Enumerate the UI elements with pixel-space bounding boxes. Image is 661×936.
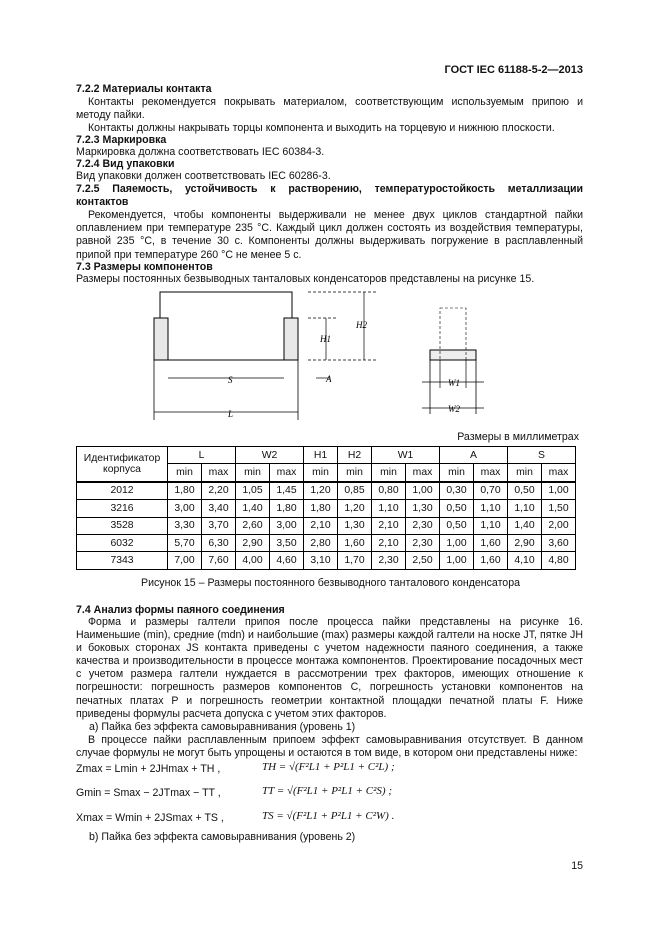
table-cell: 1,45	[270, 482, 304, 500]
section-7-3-paragraph: Размеры постоянных безвыводных танталовых конденсаторов представлены на рисунке 15.	[76, 273, 535, 285]
table-row	[77, 482, 576, 500]
section-7-2-2-title: 7.2.2 Материалы контакта	[76, 83, 212, 95]
table-group-header: H1	[304, 447, 338, 464]
section-7-3-title: 7.3 Размеры компонентов	[76, 261, 213, 273]
table-subheader: min	[168, 464, 202, 482]
section-7-2-4-paragraph: Вид упаковки должен соответствовать IEC 60286-3.	[76, 170, 331, 182]
table-cell: 2,50	[406, 552, 440, 569]
table-group-header: H2	[338, 447, 372, 464]
table-subheader: min	[338, 464, 372, 482]
table-subheader: max	[270, 464, 304, 482]
section-7-4-paragraph-line: качества и производительности в процессе монтажа компонентов. Проектирование посадочных мест	[76, 655, 583, 668]
table-cell: 6,30	[202, 534, 236, 551]
table-cell: 1,80	[304, 500, 338, 517]
table-cell: 1,70	[338, 552, 372, 569]
table-cell: 1,05	[236, 482, 270, 500]
table-id-header: Идентификатор корпуса	[77, 447, 168, 482]
section-7-4-paragraph-line: печатных платах P и погрешность геометрии контактной площадки печатной платы F. Ниже	[76, 694, 583, 707]
section-7-4-paragraph-line: Форма и размеры галтели припоя после процесса пайки представлены на рисунке 16.	[88, 616, 583, 628]
table-cell: 2,30	[406, 517, 440, 534]
table-cell: 1,40	[508, 517, 542, 534]
table-id-cell: 6032	[77, 534, 168, 551]
table-cell: 1,80	[168, 482, 202, 500]
table-cell: 1,00	[406, 482, 440, 500]
table-cell: 0,30	[440, 482, 474, 500]
table-cell: 0,80	[372, 482, 406, 500]
table-cell: 1,50	[542, 500, 576, 517]
table-cell: 1,40	[236, 500, 270, 517]
figure-caption: Рисунок 15 – Размеры постоянного безвыводного танталового конденсатора	[141, 577, 520, 589]
table-cell: 2,10	[372, 517, 406, 534]
section-7-4-paragraph-line: Наименьшие (min), средние (mdn) и наибольшие (max) размеры каждой галтели на носке JT, пятке JH	[76, 629, 583, 642]
figure-label-a: A	[326, 374, 332, 384]
table-cell: 2,30	[406, 534, 440, 551]
formula-rhs: TT = √(F²L1 + P²L1 + C²S) ;	[262, 785, 392, 797]
table-id-cell: 3216	[77, 500, 168, 517]
table-subheader: min	[508, 464, 542, 482]
figure-label-s: S	[228, 375, 233, 385]
section-7-4-title: 7.4 Анализ формы паяного соединения	[76, 604, 285, 616]
table-subheader: max	[474, 464, 508, 482]
table-cell: 1,30	[406, 500, 440, 517]
table-cell: 1,80	[270, 500, 304, 517]
figure-15-drawing	[140, 288, 520, 428]
table-cell: 1,00	[542, 482, 576, 500]
section-7-2-5-paragraph: Рекомендуется, чтобы компоненты выдерживали не менее двух циклов стандартной пайки оплавлением при температуре 235 °С. Каждый цикл должен состоять из воздействия температуры, равной 235 °С, в течение 30 с. Компоненты должны выдерживать погружение в расплавленный припой при температуре 260 °С не менее 5 с.	[76, 209, 583, 261]
table-subheader: max	[542, 464, 576, 482]
table-cell: 3,00	[168, 500, 202, 517]
table-subheader: min	[440, 464, 474, 482]
document-header: ГОСТ IEC 61188-5-2—2013	[444, 64, 583, 76]
table-cell: 4,80	[542, 552, 576, 569]
table-row	[77, 500, 576, 517]
item-a: а) Пайка без эффекта самовыравнивания (уровень 1)	[89, 721, 356, 733]
table-cell: 2,20	[202, 482, 236, 500]
section-7-2-3-paragraph: Маркировка должна соответствовать IEC 60384-3.	[76, 146, 325, 158]
table-cell: 2,10	[372, 534, 406, 551]
table-cell: 3,30	[168, 517, 202, 534]
table-cell: 1,00	[440, 552, 474, 569]
table-cell: 3,00	[270, 517, 304, 534]
section-7-4-paragraph-line: приведены формулы расчета допуска с учетом этих факторов.	[76, 707, 387, 720]
table-cell: 4,00	[236, 552, 270, 569]
table-cell: 1,10	[372, 500, 406, 517]
table-cell: 0,70	[474, 482, 508, 500]
formula-rhs: TS = √(F²L1 + P²L1 + C²W) .	[262, 810, 395, 822]
table-cell: 3,60	[542, 534, 576, 551]
table-subheader: max	[406, 464, 440, 482]
table-subheader: min	[372, 464, 406, 482]
section-7-2-2-paragraph-1: Контакты рекомендуется покрывать материалом, соответствующим используемым припою и методу пайки.	[76, 96, 583, 122]
table-id-cell: 7343	[77, 552, 168, 569]
section-7-2-5-title: 7.2.5 Паяемость, устойчивость к растворению, температуростойкость металлизации контактов	[76, 183, 583, 209]
figure-label-h1: H1	[320, 334, 331, 344]
figure-label-h2: H2	[356, 320, 367, 330]
figure-label-l: L	[228, 409, 234, 419]
item-b: b) Пайка без эффекта самовыравнивания (уровень 2)	[89, 831, 356, 843]
table-cell: 4,10	[508, 552, 542, 569]
table-cell: 2,90	[236, 534, 270, 551]
table-cell: 1,20	[304, 482, 338, 500]
table-cell: 2,00	[542, 517, 576, 534]
table-cell: 3,10	[304, 552, 338, 569]
formula-lhs: Gmin = Smax − 2JTmax − TT ,	[76, 787, 221, 799]
section-7-4-paragraph-line: и боковых сторонах JS контакта приведены с учетом надежности паяного соединения, а также	[76, 642, 583, 655]
table-cell: 0,85	[338, 482, 372, 500]
table-id-cell: 2012	[77, 482, 168, 500]
table-cell: 3,50	[270, 534, 304, 551]
table-group-header: W1	[372, 447, 440, 464]
section-7-2-2-paragraph-2: Контакты должны накрывать торцы компонента и выходить на торцевую и нижнюю плоскости.	[88, 122, 555, 134]
table-group-header: L	[168, 447, 236, 464]
table-cell: 1,10	[474, 517, 508, 534]
table-subheader: min	[304, 464, 338, 482]
table-cell: 1,00	[440, 534, 474, 551]
table-cell: 2,30	[372, 552, 406, 569]
table-cell: 5,70	[168, 534, 202, 551]
table-id-cell: 3528	[77, 517, 168, 534]
table-cell: 0,50	[440, 517, 474, 534]
item-a-paragraph-line: случае формулы не могут быть упрощены и остаются в том виде, в котором они представлены ниже:	[76, 747, 578, 760]
table-cell: 2,60	[236, 517, 270, 534]
table-cell: 0,50	[440, 500, 474, 517]
section-7-4-paragraph-line: с учетом размера галтели нуждается в рассмотрении трех факторов, имеющих отношение к	[76, 668, 583, 681]
item-a-paragraph-line: В процессе пайки расплавленным припоем эффект самовыравнивания отсутствует. В данном	[88, 734, 583, 746]
units-note: Размеры в миллиметрах	[457, 431, 579, 443]
table-group-header: A	[440, 447, 508, 464]
section-7-2-4-title: 7.2.4 Вид упаковки	[76, 158, 175, 170]
table-group-header: W2	[236, 447, 304, 464]
formula-lhs: Zmax = Lmin + 2JHmax + TH ,	[76, 763, 221, 775]
table-cell: 0,50	[508, 482, 542, 500]
section-7-4-paragraph-line: погрешности: погрешность размеров компонентов C, погрешность установки компонентов на	[76, 681, 583, 694]
table-cell: 2,90	[508, 534, 542, 551]
table-cell: 1,30	[338, 517, 372, 534]
dimensions-table	[76, 446, 576, 570]
table-cell: 1,60	[474, 552, 508, 569]
page-number: 15	[571, 860, 583, 872]
table-row	[77, 552, 576, 569]
table-cell: 7,60	[202, 552, 236, 569]
figure-label-w1: W1	[448, 378, 460, 388]
component-body	[160, 292, 292, 360]
table-cell: 2,10	[304, 517, 338, 534]
table-cell: 1,60	[338, 534, 372, 551]
table-subheader: min	[236, 464, 270, 482]
table-row	[77, 517, 576, 534]
table-cell: 1,20	[338, 500, 372, 517]
table-cell: 1,10	[474, 500, 508, 517]
section-7-2-3-title: 7.2.3 Маркировка	[76, 134, 167, 146]
table-cell: 1,60	[474, 534, 508, 551]
table-row	[77, 534, 576, 551]
table-group-header: S	[508, 447, 576, 464]
figure-label-w2: W2	[448, 404, 460, 414]
table-cell: 3,70	[202, 517, 236, 534]
table-cell: 7,00	[168, 552, 202, 569]
table-cell: 3,40	[202, 500, 236, 517]
table-cell: 1,10	[508, 500, 542, 517]
formula-lhs: Xmax = Wmin + 2JSmax + TS ,	[76, 812, 224, 824]
table-cell: 4,60	[270, 552, 304, 569]
table-cell: 2,80	[304, 534, 338, 551]
formula-rhs: TH = √(F²L1 + P²L1 + C²L) ;	[262, 761, 395, 773]
table-subheader: max	[202, 464, 236, 482]
